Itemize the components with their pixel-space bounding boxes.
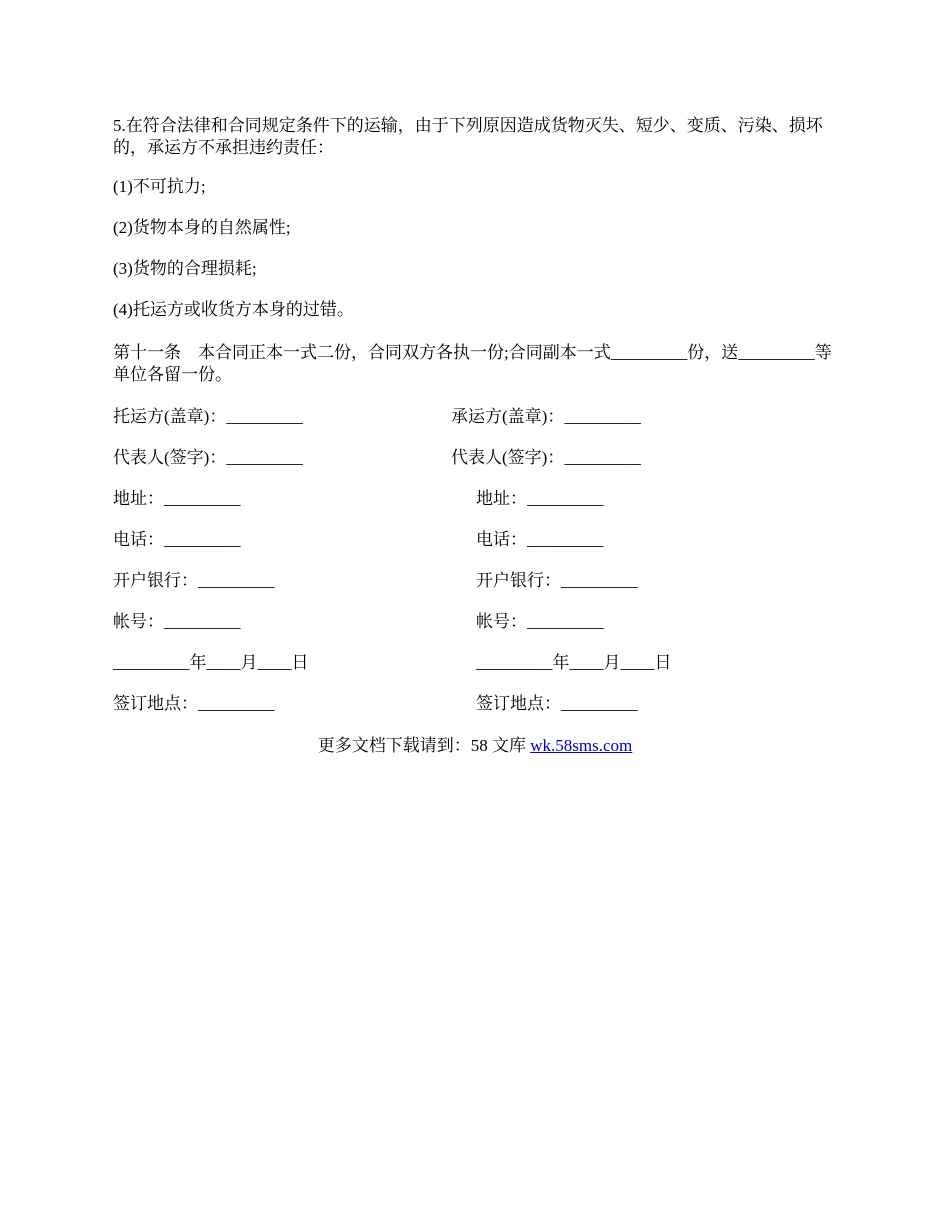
clause-5-item-2: (2)货物本身的自然属性; [113,218,291,237]
carrier-place-field: 签订地点：_________ [476,694,638,713]
footer [0,735,950,757]
shipper-address-field: 地址：_________ [113,489,241,508]
carrier-address-field: 地址：_________ [476,489,604,508]
clause-5-item-3: (3)货物的合理损耗; [113,259,257,278]
shipper-phone-field: 电话：_________ [113,530,241,549]
shipper-seal-field: 托运方(盖章)：_________ [113,407,303,426]
footer-link[interactable]: wk.58sms.com [530,736,633,755]
clause-11-text: 第十一条 本合同正本一式二份，合同双方各执一份;合同副本一式_________份，送_________等单位各留一份。 [113,343,832,384]
shipper-account-field: 帐号：_________ [113,612,241,631]
footer-text: 更多文档下载请到：58 文库 [317,736,531,755]
shipper-bank-field: 开户银行：_________ [113,571,275,590]
shipper-representative-field: 代表人(签字)：_________ [113,448,303,467]
carrier-account-field: 帐号：_________ [476,612,604,631]
clause-5-item-4: (4)托运方或收货方本身的过错。 [113,300,354,319]
shipper-place-field: 签订地点：_________ [113,694,275,713]
carrier-seal-field: 承运方(盖章)：_________ [451,407,641,426]
carrier-representative-field: 代表人(签字)：_________ [451,448,641,467]
clause-5-item-1: (1)不可抗力; [113,177,206,196]
carrier-bank-field: 开户银行：_________ [476,571,638,590]
clause-5-intro: 5.在符合法律和合同规定条件下的运输，由于下列原因造成货物灭失、短少、变质、污染、损坏的，承运方不承担违约责任： [113,116,823,157]
shipper-date-field: _________年____月____日 [113,653,309,672]
carrier-date-field: _________年____月____日 [476,653,672,672]
carrier-phone-field: 电话：_________ [476,530,604,549]
